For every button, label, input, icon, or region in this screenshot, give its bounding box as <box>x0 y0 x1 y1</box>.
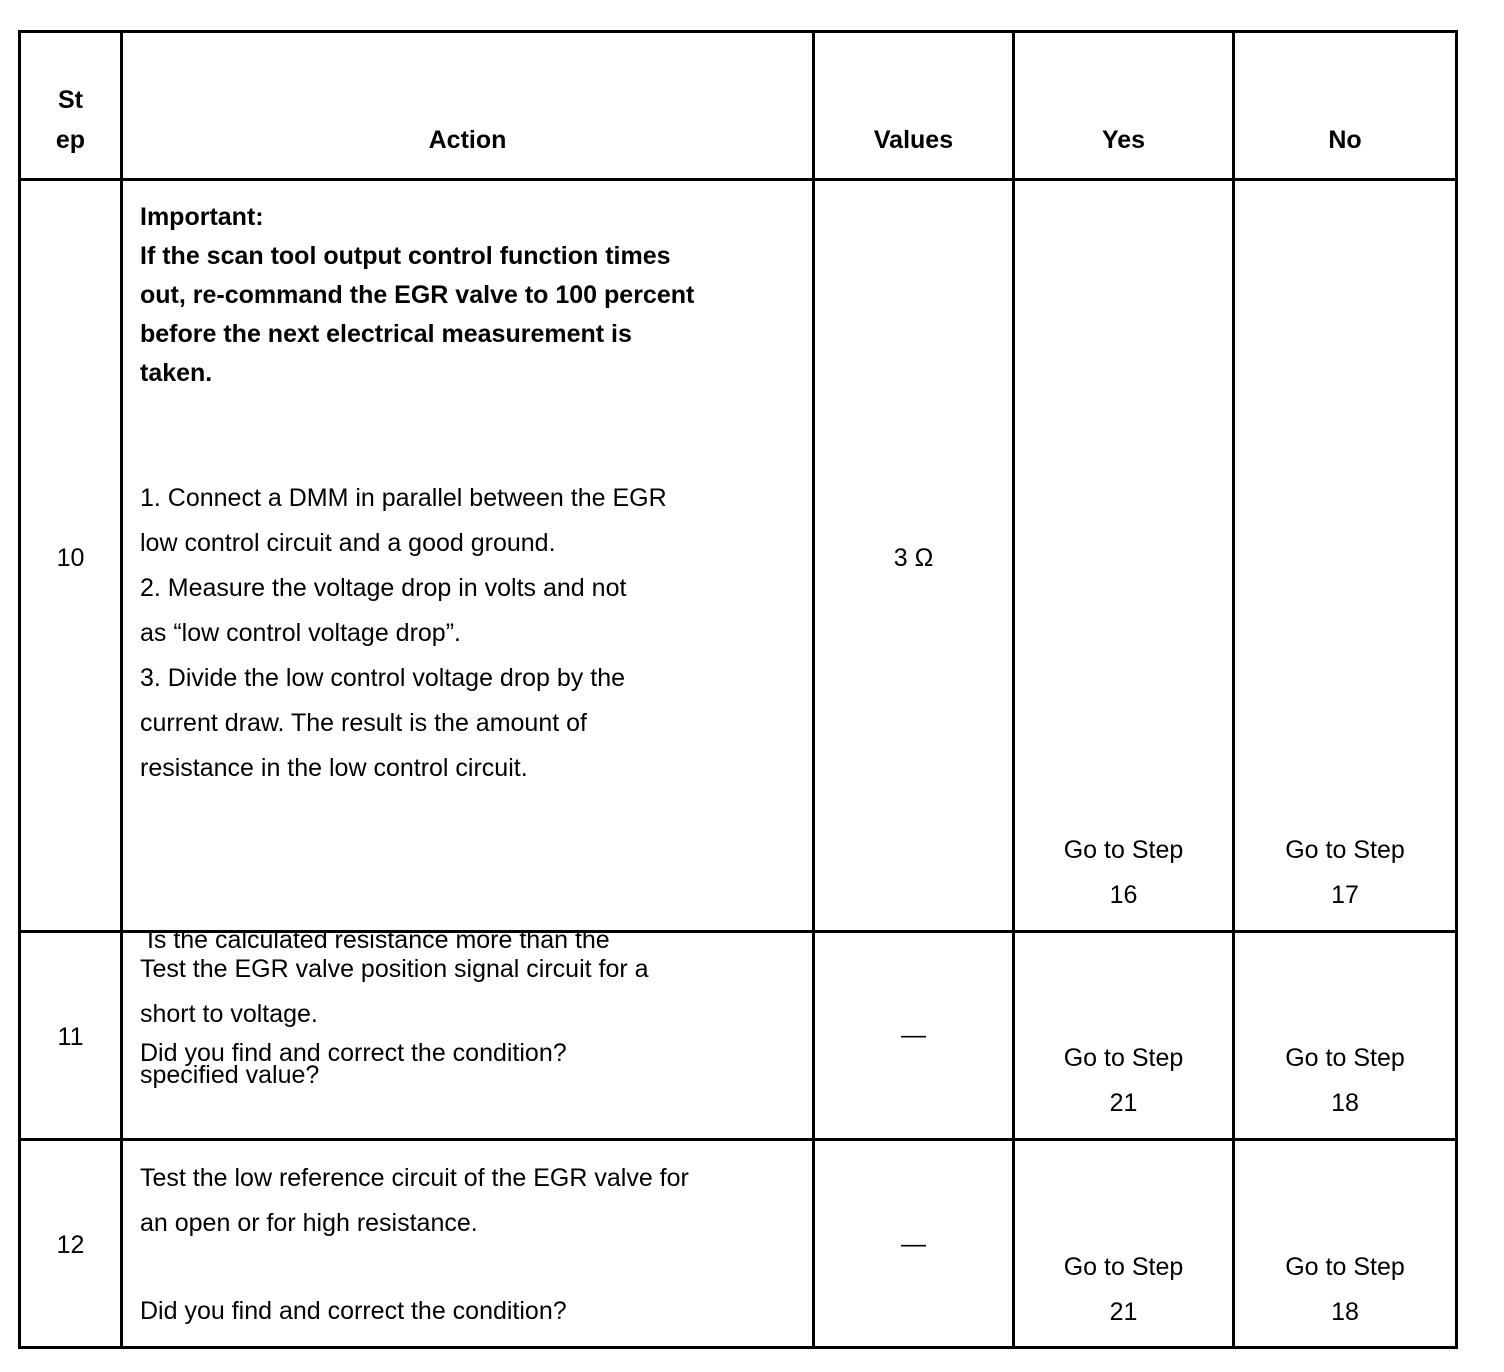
goto-step-number: 21 <box>1109 1298 1138 1326</box>
action-line: as “low control voltage drop”. <box>140 619 461 647</box>
goto-step-number: 17 <box>1331 881 1359 909</box>
header-values-label: Values <box>873 126 954 154</box>
important-line: taken. <box>140 359 213 387</box>
action-line: Test the low reference circuit of the EGR valve for <box>140 1164 689 1192</box>
question: Did you find and correct the condition? <box>140 1297 567 1325</box>
no-cell <box>1234 932 1457 1140</box>
header-step-line2: ep <box>55 126 86 154</box>
action-steps <box>140 947 800 1037</box>
goto-label: Go to Step <box>1063 1253 1184 1281</box>
header-action <box>122 32 814 180</box>
values-cell <box>814 180 1014 932</box>
goto-label: Go to Step <box>1063 1044 1184 1072</box>
goto-step-number: 18 <box>1331 1298 1359 1326</box>
value-text: — <box>901 1021 926 1049</box>
header-no <box>1234 32 1457 180</box>
action-line: resistance in the low control circuit. <box>140 754 528 782</box>
yes-goto <box>1015 1036 1232 1126</box>
header-values <box>814 32 1014 180</box>
important-line: before the next electrical measurement is <box>140 320 632 348</box>
goto-step-number: 18 <box>1331 1089 1359 1117</box>
action-line: 2. Measure the voltage drop in volts and not <box>140 574 627 602</box>
action-line: an open or for high resistance. <box>140 1209 478 1237</box>
goto-label: Go to Step <box>1285 836 1405 864</box>
header-step-line1: St <box>58 86 83 114</box>
action-cell <box>122 932 814 1140</box>
step-cell <box>20 1140 122 1348</box>
goto-step-number: 16 <box>1109 881 1138 909</box>
question: Did you find and correct the condition? <box>140 1039 567 1067</box>
table-row-step-12 <box>20 1140 1457 1348</box>
no-goto <box>1235 828 1455 918</box>
yes-cell <box>1014 180 1234 932</box>
goto-step-number: 21 <box>1109 1089 1138 1117</box>
value-text: — <box>901 1230 926 1258</box>
action-line: 3. Divide the low control voltage drop by the <box>140 664 625 692</box>
yes-goto <box>1015 828 1232 918</box>
yes-cell <box>1014 1140 1234 1348</box>
step-number: 10 <box>56 544 85 572</box>
no-goto <box>1235 1245 1455 1335</box>
values-cell <box>814 932 1014 1140</box>
yes-goto <box>1015 1245 1232 1335</box>
important-line: If the scan tool output control function times <box>140 242 671 270</box>
important-label: Important: <box>140 203 264 231</box>
goto-label: Go to Step <box>1285 1044 1405 1072</box>
value-text: 3 Ω <box>893 544 934 572</box>
header-step <box>20 32 122 180</box>
step-number: 12 <box>56 1231 85 1259</box>
action-line: low control circuit and a good ground. <box>140 529 556 557</box>
table-row-step-10 <box>20 180 1457 932</box>
no-cell <box>1234 180 1457 932</box>
diagnostic-table <box>18 30 1458 1349</box>
question-line: specified value? <box>140 1061 320 1089</box>
header-action-label: Action <box>428 126 507 154</box>
no-cell <box>1234 1140 1457 1348</box>
step-cell <box>20 932 122 1140</box>
action-line: current draw. The result is the amount of <box>140 709 587 737</box>
step-number: 11 <box>57 1023 84 1051</box>
action-line: 1. Connect a DMM in parallel between the EGR <box>140 484 667 512</box>
action-line: Test the EGR valve position signal circuit for a <box>140 955 649 983</box>
table-row-step-11 <box>20 932 1457 1140</box>
goto-label: Go to Step <box>1285 1253 1405 1281</box>
header-yes-label: Yes <box>1101 126 1146 154</box>
important-line: out, re-command the EGR valve to 100 percent <box>140 281 695 309</box>
action-steps <box>140 1156 800 1246</box>
header-row <box>20 32 1457 180</box>
step-cell <box>20 180 122 932</box>
header-no-label: No <box>1328 126 1362 154</box>
values-cell <box>814 1140 1014 1348</box>
goto-label: Go to Step <box>1063 836 1184 864</box>
action-cell <box>122 1140 814 1348</box>
action-steps <box>140 476 800 791</box>
header-yes <box>1014 32 1234 180</box>
action-line: short to voltage. <box>140 1000 318 1028</box>
important-note <box>140 198 780 393</box>
yes-cell <box>1014 932 1234 1140</box>
no-goto <box>1235 1036 1455 1126</box>
question-line: Is the calculated resistance more than the <box>140 926 610 954</box>
